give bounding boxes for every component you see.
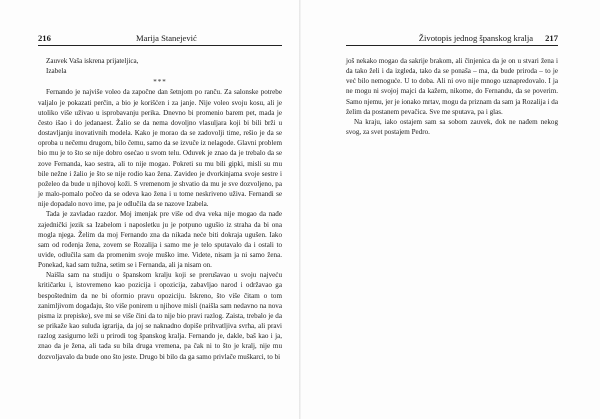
closing-line: Zauvek Vaša iskrena prijateljica, (46, 57, 139, 65)
page-number-right: 217 (545, 33, 558, 43)
section-separator: *** (153, 78, 167, 87)
running-head-right (346, 22, 558, 46)
paragraph: još nekako mogao da sakrije brakom, ali činjenica da je on u stvari žena i da tako želi i da izgleda, tako da se ponaša – ma, da bude priroda – to je već bilo nemoguće. U to doba. Ali ni ovo nije mnogo uznapredovalo. I ja ne mogu ni svojoj majci da kažem, nikome, do Fernandu, da se poverim. Samo njemu, jer je ionako mrtav, mogu da priznam da sam ja Rozalija i da želim da postanem pevačica. Sve me sputava, pa i glas. (346, 57, 558, 116)
right-page (300, 0, 600, 419)
page-number-left: 216 (38, 33, 51, 43)
right-page-body (346, 56, 558, 137)
letter-closing (38, 56, 282, 76)
running-head-left (38, 22, 282, 46)
paragraph: Naišla sam na studiju o španskom kralju koji se prerušavao u svoju najveću kritičarku i, istovremeno kao pozicija i opozicija, zabavljao narod i održavao ga bespoštednim da ne bi oformio pravu opoziciju. Iskreno, što više čitam o tom zanimljivom događaju, što više ponirem u njihove misli (naišla sam nedavno na nova pisma iz prepiske), sve mi se više čini da to nije bio pravi razlog. Zaista, trebalo je da se prikaže kao suluda igrarija, da joj se naknadno dopiše prihvatljiva svrha, ali pravi razlog zasigurno leži u prirodi tog španskog kralja. Fernando je, dakle, baš kao i ja, znao da je žena, ali tada su bila druga vremena, pa čak ni to što je kralj, nije mu dozvoljavalo da bude ono što jeste. Drugo bi bilo da ga samo privlače muškarci, to bi (38, 271, 282, 361)
closing-line: Izabela (46, 67, 67, 76)
paragraph: Fernando je najviše voleo da započne dan šetnjom po ranču. Za salonske potrebe valjalo je pokazati perčin, a bio je korišćen i za janje. Nije voleo svoju kosu, ali je utoliko više uživao u isprobavanju perika. Dnevno bi promenio barem pet, mada je često išao i do jedanaest. Žalio se da nema dovoljno vlasuljara koji bi bili brži u dostavljanju inovativnih modela. Kako je morao da se zadovolji time, rešio je da se oproba u nečemu drugom, bilo čemu, samo da se izvuče iz nelagode. Glavni problem bio mu je to što se nije dobro osećao u svom telu. Oduvek je znao da je trebalo da se zove Fernanda, kao sestra, ali to nije mogao. Pokreti su mu bili gipki, misli su mu bile nežne i žalio je što se nije rodio kao žena. Zavideo je dvorkinjama svoje sestre i poželeo da bude u njihovoj koži. S vremenom je shvatio da mu je sve dozvoljeno, pa je malo-pomalo počeo da se odeva kao žena i u tome neskriveno uživa. Fernandi se nije dopadalo novo ime, pa je odlučila da se nazove Izabela. (38, 88, 282, 209)
running-head-author: Marija Stanejević (136, 33, 197, 43)
left-page-body (38, 56, 282, 362)
paragraph: Na kraju, iako ostajem sam sa sobom zauvek, dok ne nađem nekog svog, za svet postajem Pedro. (346, 117, 558, 137)
running-head-title: Životopis jednog španskog kralja (418, 33, 534, 43)
paragraph: Tada je zavladao razdor. Moj imenjak pre više od dva veka nije mogao da nađe zajednički jezik sa Izabelom i naposletku ju je potpuno ugušio iz straha da bi ona mogla njega. Želim da moj Fernando zna da nikada neće biti dokraja ugušen. Iako sam od rođenja žena, zovem se Rozalija i samo me je telo sputavalo da i ostali to uvide, odlučila sam da promenim svoje muško ime. Videte, nisam ja ni samo žena. Ponekad, kad sam tužna, setim se i Fernanda, ali ja nisam on. (38, 210, 282, 270)
